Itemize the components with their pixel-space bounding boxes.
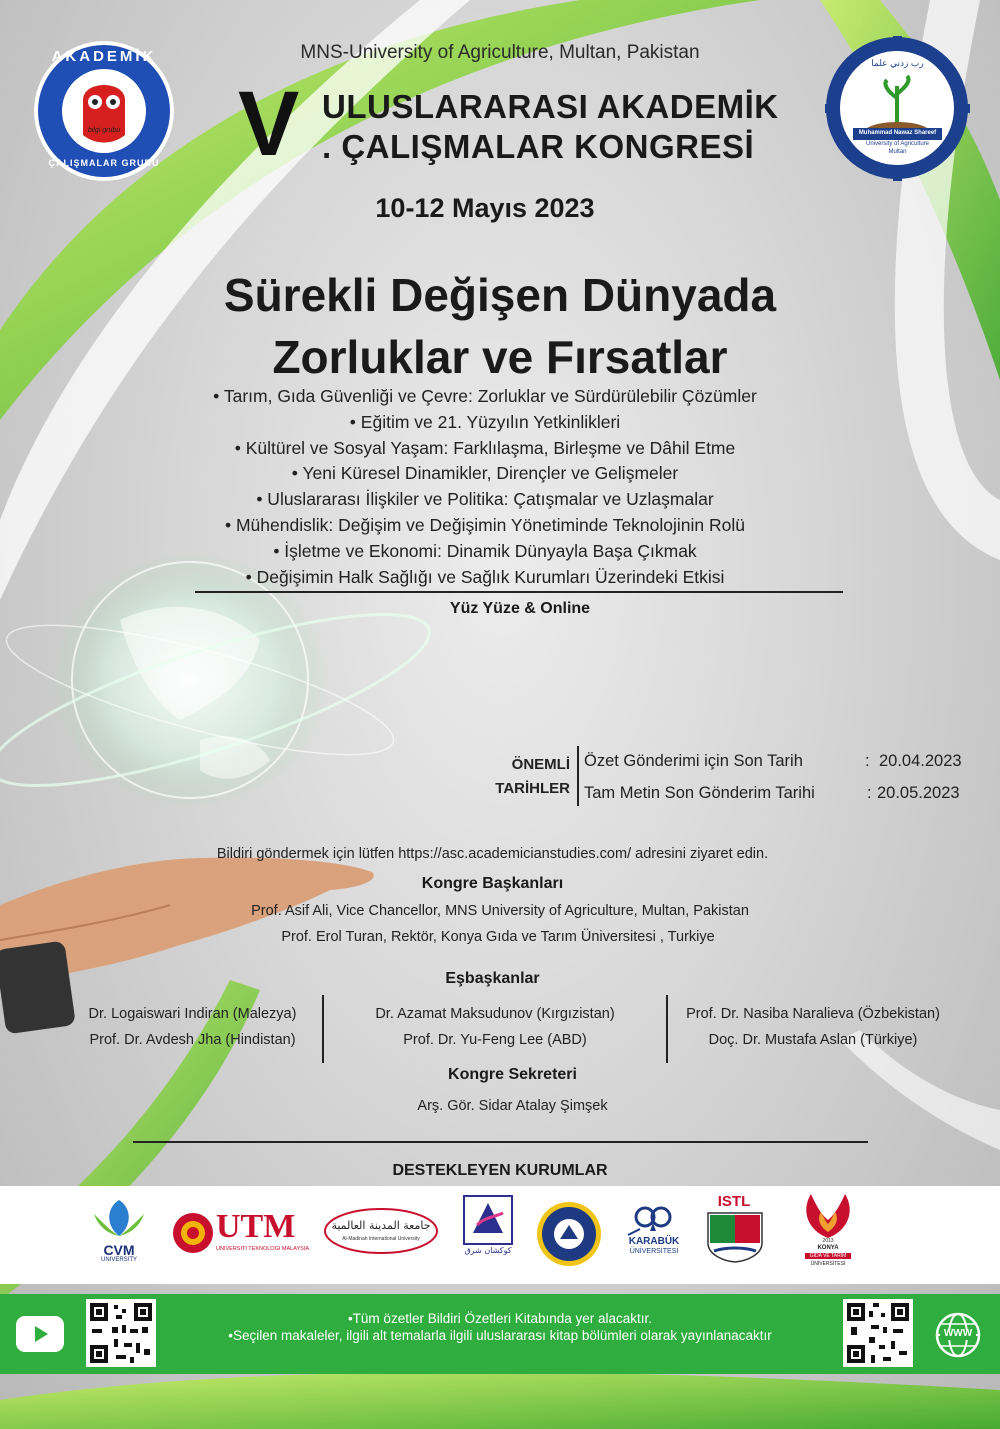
- co-chairs-heading: Eşbaşkanlar: [445, 970, 540, 987]
- istl-text: ISTL: [717, 1193, 751, 1210]
- utm-sub: UNIVERSITI TEKNOLOGI MALAYSIA: [216, 1246, 310, 1252]
- abstract-deadline-label: Özet Gönderimi için Son Tarih: [584, 752, 803, 770]
- co-chair: Prof. Dr. Yu-Feng Lee (ABD): [403, 1032, 587, 1048]
- co-chairs-divider: [666, 995, 668, 1063]
- madinah-sub: Al-Madinah International University: [342, 1236, 420, 1242]
- abstract-deadline-value: 20.04.2023: [879, 752, 962, 770]
- utm-text: UTM: [216, 1208, 296, 1245]
- konya-food-agriculture-logo: [797, 1190, 859, 1240]
- sponsors-heading: DESTEKLEYEN KURUMLAR: [392, 1162, 608, 1179]
- utm-crest: [172, 1212, 214, 1254]
- topic-item: • Eğitim ve 21. Yüzyılın Yetkinlikleri: [349, 411, 621, 432]
- secretary-heading: Kongre Sekreteri: [448, 1066, 577, 1083]
- mns-logo-line1: University of Agriculture: [865, 141, 930, 147]
- theme-title-line1: Sürekli Değişen Dünyada: [223, 269, 777, 321]
- co-chair: Prof. Dr. Nasiba Naralieva (Özbekistan): [686, 1006, 940, 1022]
- fulltext-deadline-value: 20.05.2023: [877, 784, 960, 802]
- co-chair: Dr. Azamat Maksudunov (Kırgızistan): [375, 1006, 615, 1022]
- congress-title-line2: . ÇALIŞMALAR KONGRESİ: [322, 128, 755, 165]
- edition-roman-numeral: V: [238, 73, 300, 175]
- topic-item: • Yeni Küresel Dinamikler, Dirençler ve Gelişmeler: [291, 463, 679, 484]
- host-university: MNS-University of Agriculture, Multan, Pakistan: [300, 42, 700, 63]
- akademik-logo-tagline: bilgi grubu: [87, 127, 121, 134]
- qr-code-icon[interactable]: [86, 1299, 156, 1367]
- topic-item: • Kültürel ve Sosyal Yaşam: Farklılaşma, Birleşme ve Dâhil Etme: [234, 437, 736, 458]
- president-1: Prof. Asif Ali, Vice Chancellor, MNS University of Agriculture, Multan, Pakistan: [251, 903, 749, 919]
- topic-item: • İşletme ve Ekonomi: Dinamik Dünyayla Başa Çıkmak: [273, 540, 697, 561]
- co-chair: Doç. Dr. Mustafa Aslan (Türkiye): [708, 1032, 918, 1048]
- fulltext-deadline-sep: :: [867, 784, 872, 802]
- co-chairs-column-1: [65, 1001, 320, 1053]
- president-2: Prof. Erol Turan, Rektör, Konya Gıda ve Tarım Üniversitesi , Turkiye: [281, 929, 715, 945]
- topic-item: • Değişimin Halk Sağlığı ve Sağlık Kurumları Üzerindeki Etkisi: [245, 566, 725, 587]
- cvm-text: CVM: [103, 1242, 135, 1258]
- presidents-heading: Kongre Başkanları: [421, 875, 564, 892]
- qr-code-icon[interactable]: [843, 1299, 913, 1367]
- akademik-logo-bottom-text: ÇALIŞMALAR GRUBU: [48, 158, 160, 168]
- web-label: WWW: [943, 1328, 973, 1339]
- madinah-arabic: جامعة المدينة العالمية: [331, 1219, 431, 1232]
- karabuk-sub: ÜNİVERSİTESİ: [629, 1248, 679, 1255]
- cvm-sub: UNIVERSITY: [100, 1257, 137, 1263]
- submission-info: Bildiri göndermek için lütfen https://asc.academicianstudies.com/ adresini ziyaret edin.: [216, 846, 769, 862]
- topic-list: [0, 384, 970, 590]
- co-chairs-divider: [322, 995, 324, 1063]
- divider-line: [195, 591, 843, 593]
- dates-divider: [577, 746, 579, 806]
- karabuk-owl-logo: [626, 1199, 680, 1237]
- mns-logo-line2: Multan: [888, 149, 907, 155]
- important-label-line1: ÖNEMLİ: [511, 756, 570, 773]
- footer-note-2: •Seçilen makaleler, ilgili alt temalarla ilgili uluslararası kitap bölümleri olarak yayınlanacaktır: [228, 1328, 772, 1343]
- mns-logo-name: Muhammad Nawaz Shareef: [858, 130, 937, 136]
- divider-line: [133, 1141, 868, 1143]
- konya-text-2: GIDA VE TARIM: [805, 1253, 851, 1259]
- topic-item: • Uluslararası İlişkiler ve Politika: Çatışmalar ve Uzlaşmalar: [256, 489, 714, 510]
- co-chair: Prof. Dr. Avdesh Jha (Hindistan): [89, 1032, 296, 1048]
- congress-dates: 10-12 Mayıs 2023: [375, 193, 595, 223]
- footer-notes: [160, 1310, 840, 1344]
- mns-logo-arabic: رب زدني علما: [871, 58, 924, 68]
- konya-text-3: ÜNİVERSİTESİ: [810, 1261, 846, 1267]
- attendance-mode: Yüz Yüze & Online: [449, 600, 591, 617]
- co-chairs-column-3: [672, 1001, 954, 1053]
- important-label-line2: TARİHLER: [495, 780, 570, 797]
- fulltext-deadline-label: Tam Metin Son Gönderim Tarihi: [584, 784, 815, 802]
- co-chair: Dr. Logaiswari Indiran (Malezya): [88, 1006, 297, 1022]
- youtube-icon[interactable]: [16, 1316, 64, 1352]
- akademik-logo-ring-text: AKADEMİK: [51, 48, 157, 65]
- topic-item: • Mühendislik: Değişim ve Değişimin Yönetiminde Teknolojinin Rolü: [224, 514, 746, 535]
- abstract-deadline-sep: :: [865, 752, 870, 770]
- kokshe-logo: [463, 1195, 513, 1245]
- footer-note-1: •Tüm özetler Bildiri Özetleri Kitabında yer alacaktır.: [347, 1311, 653, 1326]
- congress-title-line1: ULUSLARARASI AKADEMİK: [322, 88, 779, 125]
- istl-crest: [706, 1211, 764, 1263]
- konya-year: 2013: [822, 1238, 834, 1244]
- co-chairs-column-2: [335, 1001, 655, 1053]
- cvm-university-logo: [86, 1196, 152, 1244]
- kokshe-text: كوكشان شرق: [464, 1246, 512, 1255]
- oguz-han-university-logo: [536, 1201, 602, 1267]
- konya-text: KONYA: [817, 1245, 839, 1251]
- important-dates-label: [488, 753, 570, 801]
- karabuk-text: KARABÜK: [628, 1236, 680, 1247]
- secretary-name: Arş. Gör. Sidar Atalay Şimşek: [417, 1098, 608, 1114]
- theme-title-line2: Zorluklar ve Fırsatlar: [272, 331, 728, 383]
- topic-item: • Tarım, Gıda Güvenliği ve Çevre: Zorluklar ve Sürdürülebilir Çözümler: [213, 386, 757, 406]
